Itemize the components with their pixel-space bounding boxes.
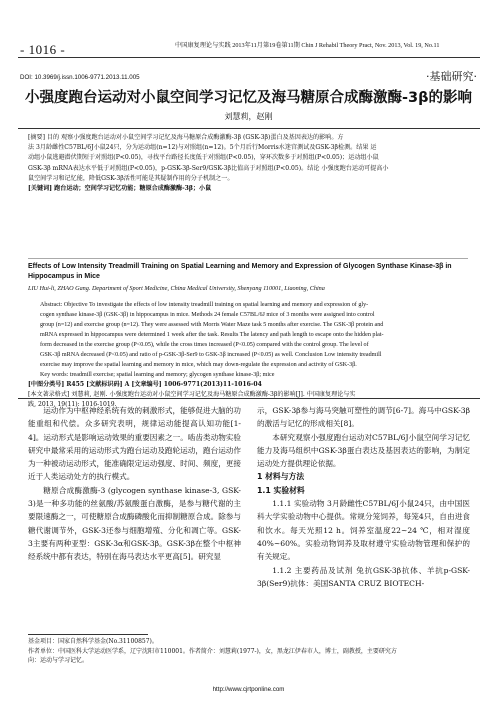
doi: DOI: 10.3969/j.issn.1006-9771.2013.11.005	[20, 74, 140, 81]
abstract-cn	[28, 133, 468, 194]
paragraph: 示，GSK-3β参与海马突触可塑性的调节[6-7]。海马中GSK-3β的激活与记忆的形成相关[8]。	[257, 406, 470, 429]
section-label: ·基础研究·	[426, 70, 477, 83]
abstract-line: 法 3月龄雌性C57BL/6J小鼠24只，分为运动组(n=12)与对照组(n=12)。5个月后行Morris水迷宫测试及GSK-3β检测。结果 运	[28, 144, 377, 152]
abstract-top-rule	[18, 128, 480, 129]
keywords-en: Key words: treadmill exercise; spatial learning and memory; glycogen synthase kinase-3β; mice	[40, 372, 275, 378]
footer-url: http://www.cjrtponline.com	[212, 686, 285, 693]
english-authors: LIU Hui-li, ZHAO Gang. Department of Sport Medicine, China Medical University, Shenyang 110001, Liaoning, China	[28, 285, 325, 292]
body-column-left	[28, 404, 241, 564]
abstract-line: group (n=12) and exercise group (n=12). They were assessed with Morris Water Maze task 5 months after exercise. The GSK-3β protein and	[40, 322, 384, 328]
english-title: Effects of Low Intensity Treadmill Training on Spatial Learning and Memory and Expression of Glycogen Synthase Kinase-3β in Hippocampus in Mice	[28, 263, 452, 280]
page-number: - 1016 -	[20, 42, 66, 57]
abstract-line: [摘要] 目的 观察小强度跑台运动对小鼠空间学习记忆及海马糖原合成酶激酶-3β (GSK-3β)蛋白及基因表达的影响。方	[28, 134, 344, 141]
abstract-line: 鼠空间学习和记忆能，降低GSK-3β活性可能是其疑制作用的分子机制之一。	[28, 174, 234, 182]
footnote-rule	[28, 634, 148, 635]
article-title: 小强度跑台运动对小鼠空间学习记忆及海马糖原合成酶激酶-3β的影响	[25, 90, 472, 106]
paragraph: 1.1.2 主要药品及试剂 兔抗GSK-3β抗体、羊抗p-GSK-3β(Ser9)抗体：美国SANTA CRUZ BIOTECH-	[257, 565, 470, 588]
abstract-line: Abstract: Objective To investigate the effects of low intensity treadmill training on spatial learning and memory and expression of gly-	[40, 302, 369, 308]
abstract-line: mRNA expressed in hippocampus were determined 1 week after the task. Results The latency and path length to escape onto the hidden plat-	[40, 332, 384, 338]
citation: [本文著录格式] 刘慧莉, 赵刚. 小强度跑台运动对小鼠空间学习记忆及海马糖原合成酶激酶-3β的影响[J]. 中国康复理论与实	[28, 391, 356, 398]
footnotes	[28, 637, 478, 666]
english-abstract	[28, 300, 466, 410]
header-rule	[18, 57, 480, 58]
footnote-line: 向：运动与学习记忆。	[28, 657, 89, 664]
paragraph: 糖原合成酶激酶-3 (glycogen synthase kinase-3, GSK-3)是一种多功能的丝氨酸/苏氨酸蛋白激酶，是参与糖代谢的主要限速酶之一，可使糖原合成酶磷酸化而抑制糖原合成。除参与糖代谢调节外，GSK-3还参与细胞增殖、分化和凋亡等。GSK-3主要有两种亚型：GSK-3α和GSK-3β。GSK-3β在整个中枢神经系统中都有表达，特别在海马表达水平更高[5]。研究显	[28, 485, 241, 562]
authors: 刘慧莉，赵刚	[224, 112, 273, 121]
citation-cont: 践, 2013, 19(11): 1016-1019.	[28, 401, 117, 408]
abstract-line: cogen synthase kinase-3β (GSK-3β) in hippocampus in mice. Methods 24 female C57BL/6J mice of 3 months were assigned into control	[40, 312, 375, 318]
paragraph: 1.1.1 实验动物 3月龄雌性C57BL/6J小鼠24只，由中国医科大学实验动物中心提供。常规分笼饲养，每笼4只，自由进食和饮水。每天光照12 h。饲养室温度22~24 ℃，相对湿度40%~60%。实验动物饲养及取材遵守实验动物管理和保护的有关规定。	[257, 499, 470, 562]
abstract-line: exercise may improve the spatial learning and memory in mice, which may down-regulate the expression and activity of GSK-3β.	[40, 362, 357, 368]
section-heading: 1 材料与方法	[257, 472, 305, 482]
footnote-line: 基金项目：国家自然科学基金(No.31100857)。	[28, 638, 158, 645]
abstract-line: GSK-3β mRNA表达水平低于对照组(P<0.05)，p-GSK-3β-Ser9/GSK-3β比值高于对照组(P<0.05)。结论 小强度跑台运动可提高小	[28, 164, 389, 172]
classification: [中图分类号] R455 [文献标识码] A [文章编号] 1006-9771(2013)11-1016-04	[28, 381, 262, 388]
journal-header: 中国康复理论与实践 2013年11月第19卷第11期 Chin J Rehabil Theory Pract, Nov. 2013, Vol. 19, No.11	[175, 42, 440, 49]
paragraph: 本研究观察小强度跑台运动对C57BL/6J小鼠空间学习记忆能力及海马组织中GSK-3β蛋白表达及基因表达的影响，为制定运动处方提供理论依据。	[257, 432, 470, 469]
abstract-bottom-rule	[18, 398, 480, 399]
body-column-right	[257, 404, 470, 590]
abstract-line: form decreased in the exercise group (P<0.05), while the cross times increased (P<0.05) compared with the control group. The level of	[40, 342, 369, 348]
subsection-heading: 1.1 实验材料	[257, 485, 305, 495]
abstract-line: GSK-3β mRNA decreased (P<0.05) and ratio of p-GSK-3β-Ser9 to GSK-3β increased (P<0.05) as well. Conclusion Low intensity treadmill	[40, 352, 382, 358]
paragraph: 运动作为中枢神经系统有效的刺激形式，能够促进大脑的功能重组和代偿。众多研究表明，规律运动能提高认知功能[1-4]。运动形式是影响运动效果的重要因素之一。啮齿类动物实验研究中最常采用的运动形式为跑台运动及跑轮运动，跑台运动作为一种被动运动形式，能准确限定运动强度、时间、频度，更接近于人类运动处方的执行模式。	[28, 406, 241, 482]
abstract-line: 动组小鼠逃避潜伏期短于对照组(P<0.05)，寻找平台路径长度低于对照组(P<0.05)，穿环次数多于对照组(P<0.05)；运动组小鼠	[28, 154, 379, 162]
divider	[28, 258, 468, 259]
footnote-line: 作者单位：中国医科大学运动医学系，辽宁沈阳市110001。作者简介：刘慧莉(1977-)，女，黑龙江伊春市人，博士，副教授，主要研究方	[28, 647, 397, 655]
keywords-cn: [关键词] 跑台运动；空间学习记忆功能；糖原合成酶激酶-3β；小鼠	[28, 185, 212, 193]
